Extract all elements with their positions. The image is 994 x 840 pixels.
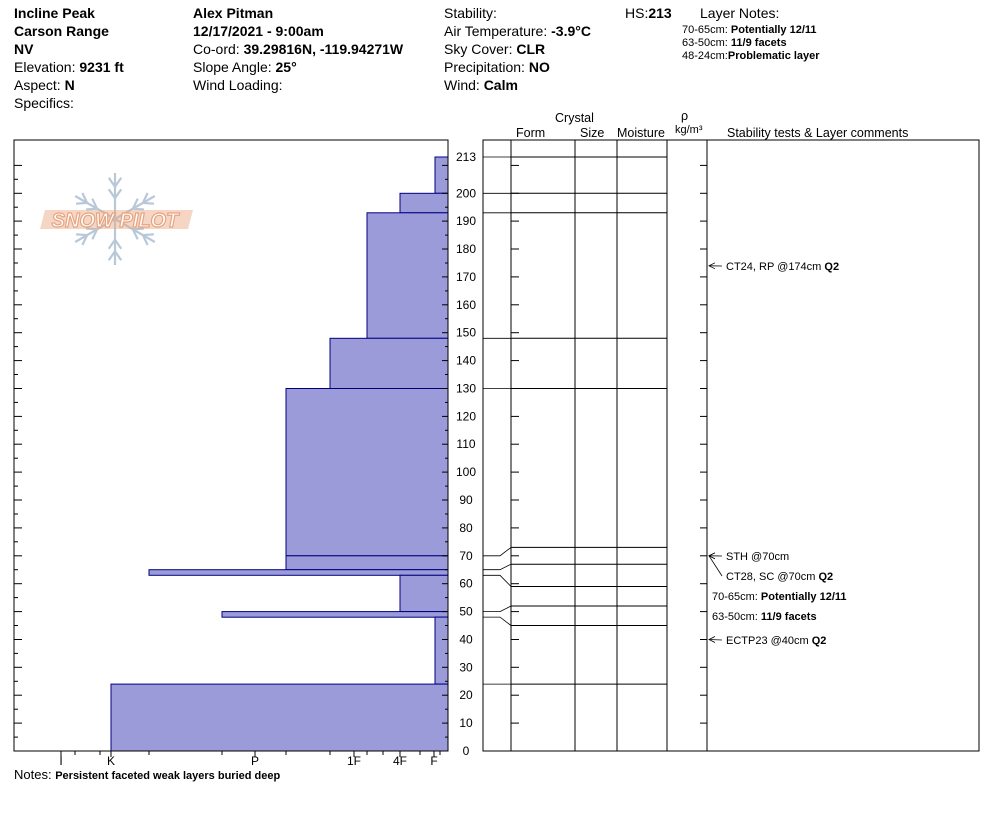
- depth-label: 160: [455, 297, 477, 312]
- comment-text: CT24, RP @174cm: [726, 261, 825, 273]
- wind: Wind: Calm: [444, 77, 518, 93]
- layer-notes-title: Layer Notes:: [700, 5, 780, 21]
- sky-cover: Sky Cover: CLR: [444, 41, 546, 57]
- hardness-label: 1F: [346, 754, 362, 768]
- layer-comment: [726, 571, 833, 583]
- snow-pilot-logo: [40, 173, 193, 265]
- crystal-header: Crystal: [555, 111, 594, 125]
- state-name: NV: [14, 41, 34, 57]
- elevation: Elevation: 9231 ft: [14, 59, 124, 75]
- depth-label: 80: [459, 520, 473, 535]
- notes: Notes: Persistent faceted weak layers buried deep: [14, 767, 281, 782]
- comment-emphasis: Q2: [824, 261, 840, 273]
- observer-name: Alex Pitman: [193, 5, 274, 21]
- layer-comment: [726, 261, 839, 273]
- slope-angle: Slope Angle: 25°: [193, 59, 297, 75]
- comment-emphasis: Potentially 12/11: [760, 591, 847, 603]
- hardness-bar: [111, 684, 448, 751]
- layer-note: 63-50cm: 11/9 facets: [682, 37, 787, 49]
- depth-label: 150: [455, 325, 477, 340]
- depth-label: 60: [459, 576, 473, 591]
- flake-branch: [143, 234, 154, 235]
- logo-text: SNOW PILOT: [51, 210, 179, 232]
- flake-branch: [76, 234, 87, 235]
- layer-note: 48-24cm:Problematic layer: [682, 50, 820, 62]
- depth-label: 0: [462, 744, 470, 758]
- layer-comment: [712, 591, 847, 603]
- observation-datetime: 12/17/2021 - 9:00am: [193, 23, 324, 39]
- depth-label: 130: [455, 381, 477, 396]
- comment-text: ECTP23 @40cm: [726, 635, 812, 647]
- comment-emphasis: Q2: [811, 635, 827, 647]
- form-header: Form: [516, 126, 546, 140]
- hardness-bar: [435, 617, 448, 684]
- depth-label: 180: [455, 242, 477, 256]
- layer-table-frame: [483, 140, 979, 751]
- stability: Stability:: [444, 5, 497, 21]
- hardness-label: F: [430, 754, 438, 768]
- hardness-label: 4F: [392, 754, 408, 768]
- depth-label: 40: [459, 632, 473, 647]
- hardness-bar: [222, 612, 448, 618]
- rho-header: ρ: [681, 109, 689, 123]
- depth-label: 110: [456, 437, 476, 452]
- hardness-bar: [149, 570, 448, 576]
- density-unit-header: kg/m³: [675, 124, 703, 136]
- comment-emphasis: Q2: [818, 571, 834, 583]
- depth-label: 170: [455, 269, 477, 284]
- layer-comment: [726, 635, 826, 647]
- layer-connector: [483, 564, 511, 570]
- size-header: Size: [580, 126, 605, 140]
- hardness-label: K: [106, 754, 116, 768]
- comment-emphasis: 11/9 facets: [760, 611, 817, 623]
- hardness-bar: [435, 157, 448, 193]
- aspect: Aspect: N: [14, 77, 75, 93]
- layer-note: 70-65cm: Potentially 12/11: [682, 24, 817, 36]
- depth-label: 100: [455, 465, 477, 480]
- layer-comment: [712, 611, 817, 623]
- layer-connector: [483, 617, 511, 625]
- range-name: Carson Range: [14, 23, 109, 39]
- moisture-header: Moisture: [617, 126, 665, 140]
- hardness-bar: [286, 389, 448, 556]
- hardness-bar: [330, 338, 448, 388]
- hardness-bar: [400, 575, 448, 611]
- layer-comment: [726, 551, 789, 563]
- hardness-bar: [400, 193, 448, 213]
- wind-loading: Wind Loading:: [193, 77, 283, 93]
- depth-label: 190: [455, 214, 477, 229]
- depth-label: 10: [459, 716, 473, 731]
- comment-arrow: [709, 556, 722, 576]
- layer-connector: [483, 606, 511, 612]
- depth-label: 90: [459, 493, 473, 507]
- depth-label: 20: [459, 688, 473, 703]
- depth-label: 213: [455, 150, 477, 164]
- comments-header: Stability tests & Layer comments: [727, 126, 909, 140]
- hardness-label: I: [59, 754, 63, 768]
- snow-height: HS:213: [625, 5, 672, 21]
- flake-branch: [76, 203, 87, 204]
- hardness-bar: [367, 213, 448, 338]
- hardness-label: P: [250, 754, 260, 768]
- depth-label: 70: [459, 548, 473, 563]
- location-name: Incline Peak: [14, 5, 95, 21]
- comment-arrow: [709, 640, 722, 641]
- specifics: Specifics:: [14, 95, 74, 111]
- depth-label: 50: [459, 604, 473, 619]
- comment-text: CT28, SC @70cm: [726, 571, 819, 583]
- depth-label: 200: [455, 186, 477, 201]
- hardness-bar: [286, 556, 448, 570]
- depth-label: 120: [455, 409, 477, 424]
- layer-connector: [483, 575, 511, 586]
- depth-label: 140: [455, 353, 477, 368]
- comment-text: STH @70cm: [726, 551, 790, 563]
- air-temperature: Air Temperature: -3.9°C: [444, 23, 591, 39]
- precipitation: Precipitation: NO: [444, 59, 550, 75]
- flake-branch: [143, 203, 154, 204]
- depth-label: 30: [459, 660, 473, 675]
- comment-text: 63-50cm:: [712, 611, 761, 623]
- layer-connector: [483, 547, 511, 555]
- comment-text: 70-65cm:: [712, 591, 761, 603]
- coordinates: Co-ord: 39.29816N, -119.94271W: [193, 41, 404, 57]
